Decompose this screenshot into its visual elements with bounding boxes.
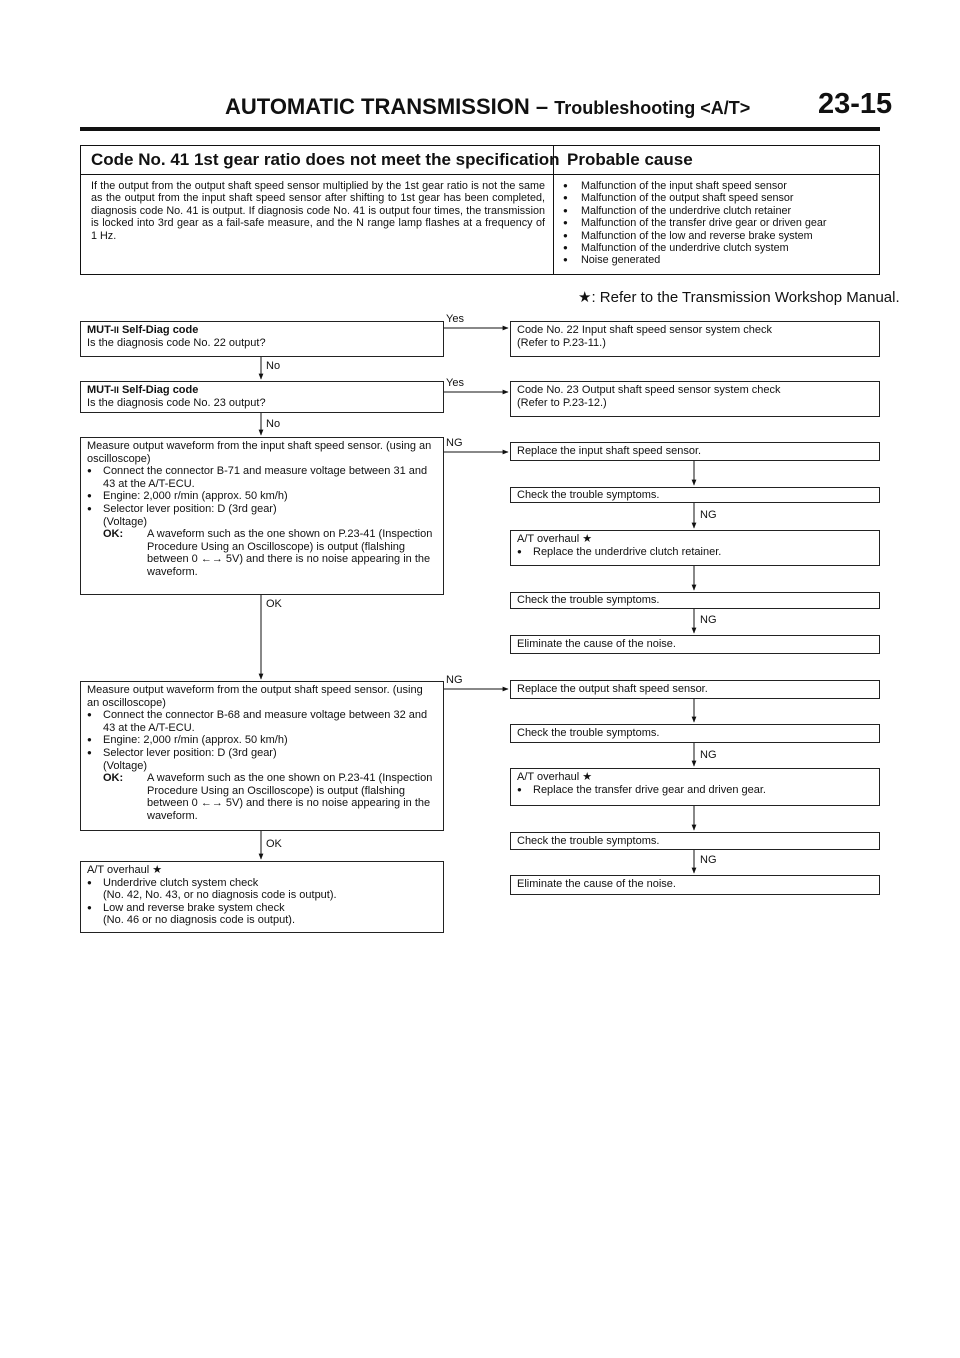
yes-label: Yes [446, 313, 464, 325]
eliminate-noise-box [510, 875, 880, 895]
self-diag-code-23-box [80, 381, 444, 413]
box-line: A/T overhaul ★ [517, 533, 593, 545]
workshop-manual-note: ★: Refer to the Transmission Workshop Manual. [578, 289, 900, 306]
list-item: ● Low and reverse brake system check [87, 902, 437, 915]
box-line: Eliminate the cause of the noise. [517, 878, 676, 890]
probable-cause-title: Probable cause [567, 150, 693, 169]
list-item-detail: (No. 46 or no diagnosis code is output). [103, 914, 296, 927]
list-item: ● Selector lever position: D (3rd gear) [87, 747, 437, 760]
overhaul-box [510, 530, 880, 566]
ok-label: OK [266, 838, 282, 850]
check-symptoms-box [510, 832, 880, 850]
eliminate-noise-box [510, 635, 880, 654]
input-shaft-waveform-box [80, 437, 444, 595]
box-line: Check the trouble symptoms. [517, 489, 660, 501]
final-overhaul-box [80, 861, 444, 933]
ok-criteria [87, 772, 437, 822]
check-symptoms-box [510, 487, 880, 503]
ng-label: NG [700, 749, 717, 761]
box-line: Code No. 23 Output shaft speed sensor system check [517, 384, 781, 396]
title-dash: – [535, 94, 549, 119]
self-diag-code-22-box [80, 321, 444, 357]
list-item: ● Underdrive clutch system check [87, 877, 437, 890]
list-item: ● Malfunction of the underdrive clutch system [559, 242, 877, 254]
list-item: ● Engine: 2,000 r/min (approx. 50 km/h) [87, 490, 437, 503]
list-item: ● Malfunction of the transfer drive gear or driven gear [559, 217, 877, 229]
list-item: ● Engine: 2,000 r/min (approx. 50 km/h) [87, 734, 437, 747]
ng-label: NG [700, 854, 717, 866]
box-question: Is the diagnosis code No. 22 output? [87, 336, 266, 349]
output-shaft-waveform-box [80, 681, 444, 831]
list-item: ● Replace the underdrive clutch retainer. [517, 546, 873, 559]
yes-label: Yes [446, 377, 464, 389]
ok-key: OK: [103, 772, 124, 785]
ok-value: A waveform such as the one shown on P.23-41 (Inspection Procedure Using an Oscilloscope) is output (flalshing between 0 ←→ 5V) and there is no noise appearing in the waveform. [147, 772, 433, 822]
ng-label: NG [446, 674, 463, 686]
box-line: Replace the input shaft speed sensor. [517, 445, 702, 457]
code-22-check-box [510, 321, 880, 357]
list-item: ● Noise generated [559, 254, 877, 266]
check-symptoms-box [510, 592, 880, 609]
page-number: 23-15 [818, 88, 893, 120]
box-line: (Refer to P.23-12.) [517, 396, 607, 409]
code-description: If the output from the output shaft speed sensor multiplied by the 1st gear ratio is not the same as the output from the input shaft speed sensor after shifting to 1st gear has been completed, diagnosis code No. 41 is output. If diagnosis code No. 41 is output four times, the transmission is locked into 3rd gear as a fail-safe measure, and the N range lamp flashes at a frequency of 1 Hz. [91, 180, 545, 242]
box-line: Check the trouble symptoms. [517, 835, 660, 847]
ok-criteria [87, 528, 437, 578]
box-line: Check the trouble symptoms. [517, 727, 660, 739]
box-line: (Refer to P.23-11.) [517, 336, 606, 349]
box-heading: Measure output waveform from the output shaft speed sensor. (using an oscilloscope) [87, 684, 423, 709]
list-item: ● Malfunction of the underdrive clutch retainer [559, 205, 877, 217]
ng-label: NG [700, 614, 717, 626]
box-line: Replace the output shaft speed sensor. [517, 683, 708, 695]
list-item: ● Selector lever position: D (3rd gear) [87, 503, 437, 516]
list-item: ● Connect the connector B-71 and measure voltage between 31 and 43 at the A/T-ECU. [87, 465, 437, 490]
no-label: No [266, 418, 281, 430]
ok-value: A waveform such as the one shown on P.23-41 (Inspection Procedure Using an Oscilloscope) is output (flalshing between 0 ←→ 5V) and there is no noise appearing in the waveform. [147, 528, 433, 578]
code-23-check-box [510, 381, 880, 417]
replace-output-sensor-box [510, 680, 880, 699]
voltage-label: (Voltage) [103, 759, 148, 772]
box-title: MUT-II Self-Diag code [87, 384, 199, 396]
section-subtitle: Troubleshooting <A/T> [554, 98, 751, 118]
box-line: A/T overhaul ★ [517, 771, 593, 783]
ok-label: OK [266, 598, 282, 610]
replace-input-sensor-box [510, 442, 880, 461]
box-title: MUT-II Self-Diag code [87, 324, 199, 336]
box-line: Eliminate the cause of the noise. [517, 638, 676, 650]
overhaul-box [510, 768, 880, 806]
box-question: Is the diagnosis code No. 23 output? [87, 396, 266, 409]
check-symptoms-box [510, 724, 880, 743]
list-item-detail: (No. 42, No. 43, or no diagnosis code is output). [103, 889, 337, 902]
no-label: No [266, 360, 281, 372]
voltage-label: (Voltage) [103, 515, 148, 528]
ok-key: OK: [103, 528, 124, 541]
ng-label: NG [700, 509, 717, 521]
box-heading: Measure output waveform from the input shaft speed sensor. (using an oscilloscope) [87, 440, 432, 465]
list-item: ● Malfunction of the input shaft speed sensor [559, 180, 877, 192]
list-item: ● Connect the connector B-68 and measure voltage between 32 and 43 at the A/T-ECU. [87, 709, 437, 734]
list-item: ● Malfunction of the output shaft speed sensor [559, 192, 877, 204]
box-line: Check the trouble symptoms. [517, 594, 660, 606]
box-line: Code No. 22 Input shaft speed sensor system check [517, 324, 772, 336]
ng-label: NG [446, 437, 463, 449]
box-heading: A/T overhaul ★ [87, 864, 163, 876]
section-title: AUTOMATIC TRANSMISSION [225, 94, 530, 119]
list-item: ● Malfunction of the low and reverse brake system [559, 230, 877, 242]
code-title: Code No. 41 1st gear ratio does not meet the specification [91, 150, 560, 169]
list-item: ● Replace the transfer drive gear and driven gear. [517, 784, 873, 797]
